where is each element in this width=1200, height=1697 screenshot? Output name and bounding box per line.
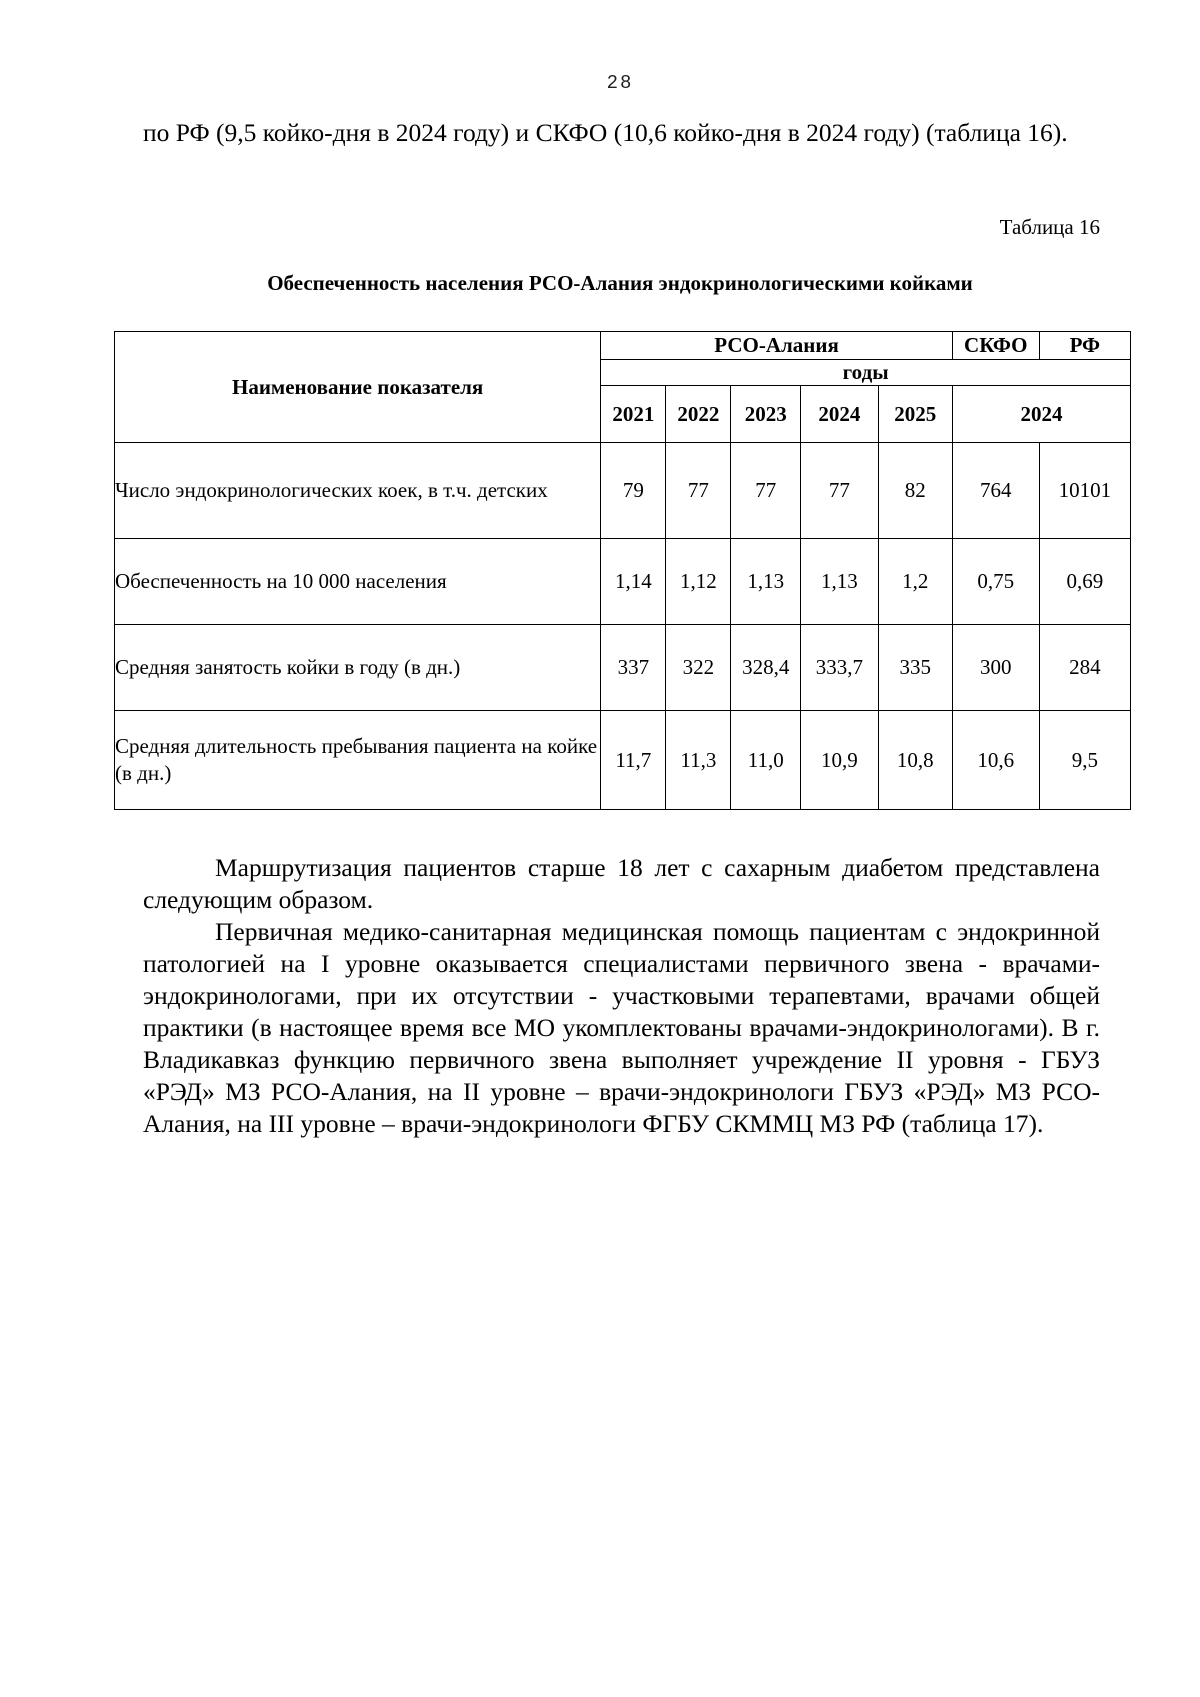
row-label: Средняя длительность пребывания пациента на койке (в дн.) xyxy=(115,711,601,810)
table-row xyxy=(115,539,1131,625)
table-cell: 9,5 xyxy=(1039,711,1130,810)
header-row-regions xyxy=(115,332,1131,360)
header-year: 2023 xyxy=(731,386,801,443)
table-cell: 11,7 xyxy=(601,711,666,810)
header-region: РСО-Алания xyxy=(601,332,953,360)
body-text xyxy=(143,852,1100,1140)
table-cell: 11,3 xyxy=(666,711,731,810)
header-year: 2022 xyxy=(666,386,731,443)
page-number: 28 xyxy=(606,72,634,94)
header-indicator: Наименование показателя xyxy=(115,332,601,443)
table-row xyxy=(115,625,1131,711)
table-cell: 1,14 xyxy=(601,539,666,625)
table-cell: 328,4 xyxy=(731,625,801,711)
table-cell: 284 xyxy=(1039,625,1130,711)
table-cell: 10101 xyxy=(1039,443,1130,539)
header-rf: РФ xyxy=(1039,332,1130,360)
table-cell: 1,13 xyxy=(731,539,801,625)
row-label: Средняя занятость койки в году (в дн.) xyxy=(115,625,601,711)
header-year: 2025 xyxy=(878,386,952,443)
bed-supply-table xyxy=(114,331,1131,810)
table-cell: 1,13 xyxy=(801,539,879,625)
header-year: 2021 xyxy=(601,386,666,443)
table-cell: 10,8 xyxy=(878,711,952,810)
table-cell: 333,7 xyxy=(801,625,879,711)
header-years: годы xyxy=(601,360,1131,386)
table-cell: 77 xyxy=(731,443,801,539)
table-cell: 79 xyxy=(601,443,666,539)
table-title: Обеспеченность населения РСО-Алания эндокринологическими койками xyxy=(267,271,973,295)
table-cell: 335 xyxy=(878,625,952,711)
table-caption: Таблица 16 xyxy=(999,215,1100,239)
table-row xyxy=(115,711,1131,810)
table-cell: 82 xyxy=(878,443,952,539)
body-paragraph: Первичная медико-санитарная медицинская помощь пациентам с эндокринной патологией на I уровне оказывается специалистами первичного звена - врачами-эндокринологами, при их отсутствии - участковыми терапевтами, врачами общей практики (в настоящее время все МО укомплектованы врачами-эндокринологами). В г. Владикавказ функцию первичного звена выполняет учреждение II уровня - ГБУЗ «РЭД» МЗ РСО-Алания, на II уровне – врачи-эндокринологи ГБУЗ «РЭД» МЗ РСО-Алания, на III уровне – врачи-эндокринологи ФГБУ СКММЦ МЗ РФ (таблица 17). xyxy=(143,917,1100,1138)
table-cell: 300 xyxy=(952,625,1039,711)
header-year-compare: 2024 xyxy=(952,386,1130,443)
table-cell: 337 xyxy=(601,625,666,711)
table-row xyxy=(115,443,1131,539)
table-cell: 1,12 xyxy=(666,539,731,625)
row-label: Число эндокринологических коек, в т.ч. детских xyxy=(115,443,601,539)
table-cell: 77 xyxy=(666,443,731,539)
table-cell: 11,0 xyxy=(731,711,801,810)
body-paragraph: Маршрутизация пациентов старше 18 лет с сахарным диабетом представлена следующим образом. xyxy=(143,853,1100,914)
table-cell: 764 xyxy=(952,443,1039,539)
table-cell: 322 xyxy=(666,625,731,711)
table-cell: 0,69 xyxy=(1039,539,1130,625)
intro-paragraph: по РФ (9,5 койко-дня в 2024 году) и СКФО (10,6 койко-дня в 2024 году) (таблица 16). xyxy=(143,118,1068,147)
header-year: 2024 xyxy=(801,386,879,443)
row-label: Обеспеченность на 10 000 населения xyxy=(115,539,601,625)
table-cell: 10,6 xyxy=(952,711,1039,810)
header-skfo: СКФО xyxy=(952,332,1039,360)
table-cell: 1,2 xyxy=(878,539,952,625)
table-cell: 0,75 xyxy=(952,539,1039,625)
table-cell: 10,9 xyxy=(801,711,879,810)
table-cell: 77 xyxy=(801,443,879,539)
